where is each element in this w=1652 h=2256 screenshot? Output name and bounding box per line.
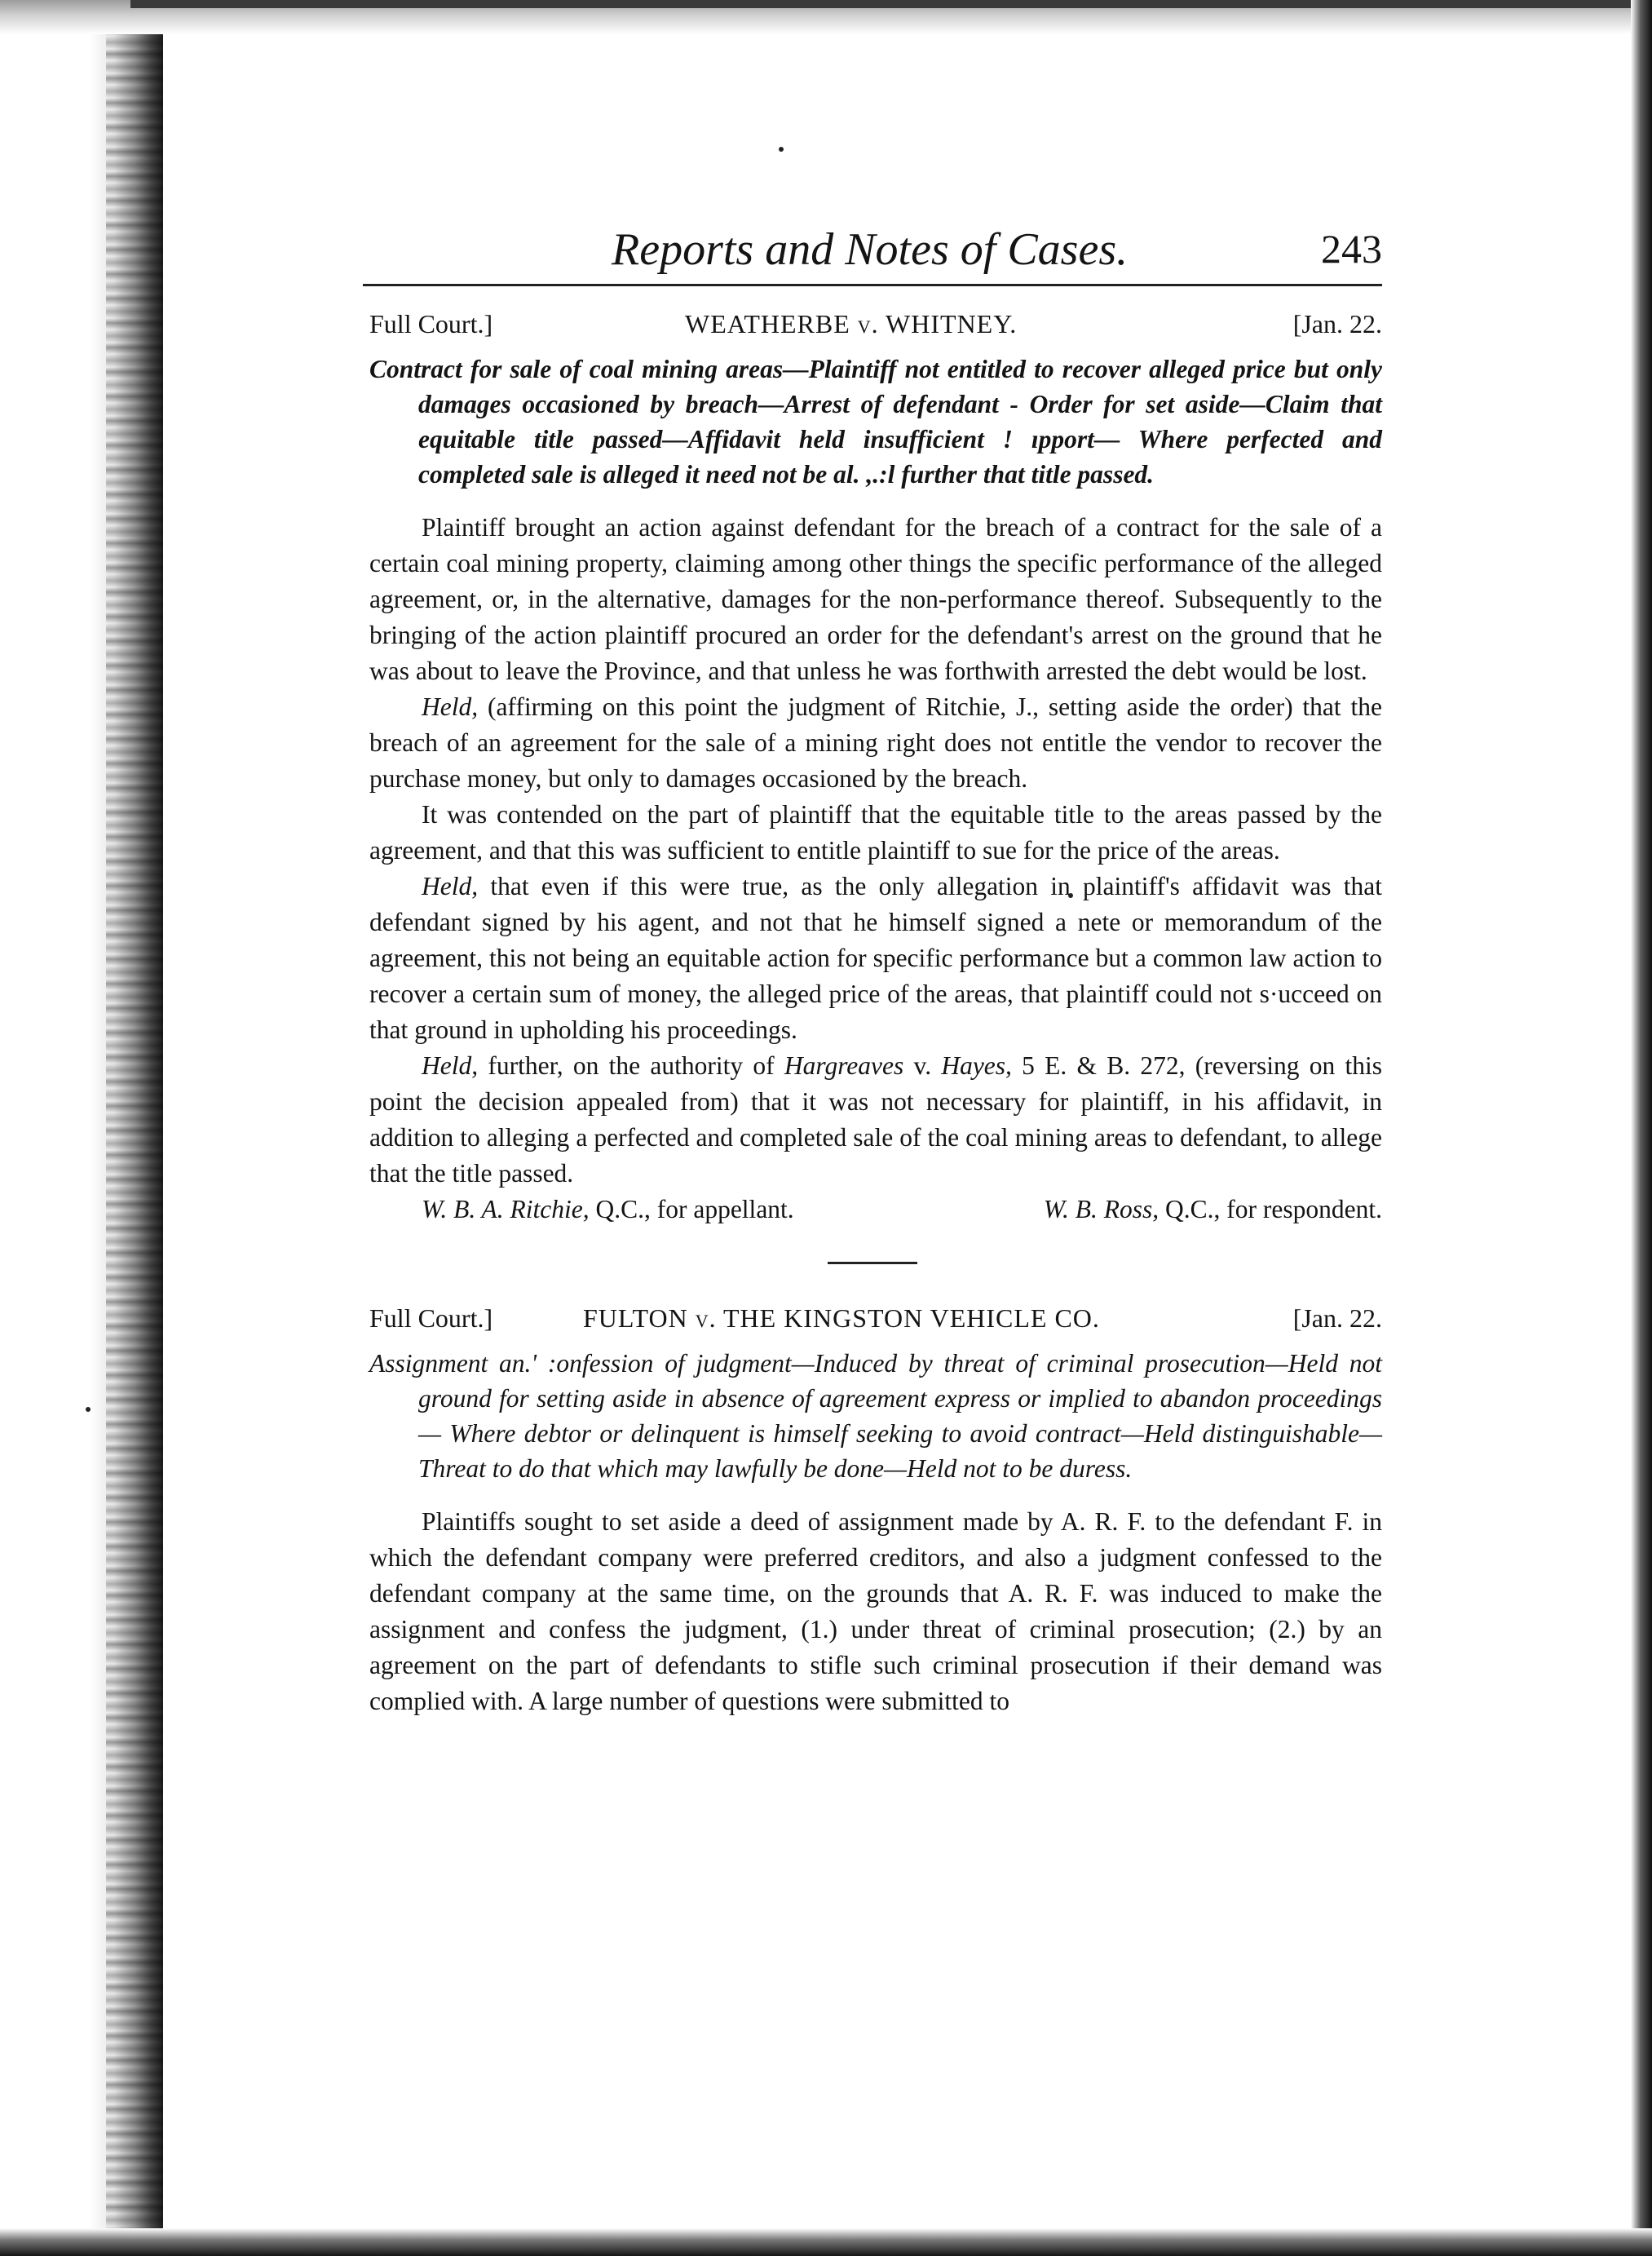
case-title: WEATHERBE v. WHITNEY.	[685, 309, 1018, 338]
page-content	[363, 220, 1382, 1719]
scan-border-shading	[106, 0, 163, 2256]
held-lead: Held,	[422, 692, 479, 721]
case-date: [Jan. 22.	[1292, 309, 1382, 338]
appellant-counsel-role: Q.C., for appellant.	[589, 1195, 794, 1223]
cited-case-name: Hargreaves	[784, 1051, 904, 1080]
scan-border-right	[1631, 0, 1652, 2256]
respondent-counsel-name: W. B. Ross,	[1043, 1195, 1159, 1223]
case-title: FULTON v. THE KINGSTON VEHICLE CO.	[583, 1303, 1100, 1333]
case-heading	[363, 309, 1382, 352]
ink-speck	[779, 147, 784, 152]
appellant-counsel-name: W. B. A. Ritchie,	[422, 1195, 590, 1223]
running-title: Reports and Notes of Cases.	[612, 224, 1129, 275]
case-paragraph	[369, 869, 1382, 1048]
respondent-counsel-role: Q.C., for respondent.	[1159, 1195, 1382, 1223]
case-paragraph: Plaintiffs sought to set aside a deed of assignment made by A. R. F. to the defendant F. in which the defendant company were preferred creditors, and also a judgment confessed to the defendant company at the same time, on the grounds that A. R. F. was induced to make the assignment and confess the judgment, (1.) under threat of criminal prosecution; (2.) by an agreement on the part of defendants to stifle such criminal prosecution if their demand was complied with. A large number of questions were submitted to	[369, 1507, 1382, 1715]
case-date: [Jan. 22.	[1292, 1303, 1382, 1333]
paragraph-text: 5 E. & B. 272, (reversing on this point the decision appealed from) that it was not necessary for plaintiff, in his affidavit, in addition to alleging a perfected and completed sale of the coal mining areas to defendant, to allege that the title passed.	[369, 1051, 1382, 1188]
scan-border-top-dark	[130, 0, 1652, 8]
court-label: Full Court.]	[369, 309, 493, 338]
court-label: Full Court.]	[369, 1303, 493, 1333]
paragraph-text: that even if this were true, as the only allegation in plaintiff's affidavit was that defendant signed by his agent, and not that he himself signed a nete or memorandum of the agreement, this not being an equitable action for specific performance but a common law action to recover a certain sum of money, the alleged price of the areas, that plaintiff could not s·ucceed on that ground in upholding his proceedings.	[369, 872, 1382, 1044]
paragraph-text: (affirming on this point the judgment of Ritchie, J., setting aside the order) that the breach of an agreement for the sale of a mining right does not entitle the vendor to recover the purchase money, but only to damages occasioned by the breach.	[369, 692, 1382, 793]
case-paragraph	[369, 1048, 1382, 1192]
case-paragraph: Plaintiff brought an action against defendant for the breach of a contract for the sale of a certain coal mining property, claiming among other things the specific performance of the alleged agreement, or, in the alternative, damages for the non-performance thereof. Subsequently to the bringing of the action plaintiff procured an order for the defendant's arrest on the ground that he was about to leave the Province, and that unless he was forthwith arrested the debt would be lost.	[369, 513, 1382, 685]
cited-case-name: Hayes,	[941, 1051, 1012, 1080]
counsel-line	[369, 1192, 1382, 1228]
running-head	[363, 220, 1382, 286]
held-lead: Held,	[422, 872, 479, 900]
case-headnote: Contract for sale of coal mining areas—Plaintiff not entitled to recover alleged price but only damages occasioned by breach—Arrest of defendant - Order for set aside—Claim that equitable title passed—Affidavit held insufficient ! ıpport— Where perfected and completed sale is alleged it need not be al. ,.:l further that title passed.	[369, 355, 1382, 489]
case-paragraph	[369, 689, 1382, 797]
case-headnote: Assignment an.' :onfession of judgment—Induced by threat of criminal prosecution—Held not ground for setting aside in absence of agreement express or implied to abandon proceedings— Where debtor or delinquent is himself seeking to avoid contract—Held distinguishable—Threat to do that which may lawfully be done—Held not to be duress.	[369, 1349, 1382, 1483]
versus: v.	[903, 1051, 942, 1080]
respondent-counsel	[992, 1192, 1382, 1228]
page-number: 243	[1321, 226, 1382, 272]
paragraph-text: further, on the authority of	[478, 1051, 784, 1080]
case-paragraph: It was contended on the part of plaintiff that the equitable title to the areas passed by the agreement, and that this was sufficient to entitle plaintiff to sue for the price of the areas.	[369, 800, 1382, 865]
case-heading	[363, 1303, 1382, 1346]
ink-speck	[86, 1407, 91, 1412]
case-separator	[828, 1262, 917, 1264]
scan-border-bottom	[0, 2228, 1652, 2256]
held-lead: Held,	[422, 1051, 479, 1080]
